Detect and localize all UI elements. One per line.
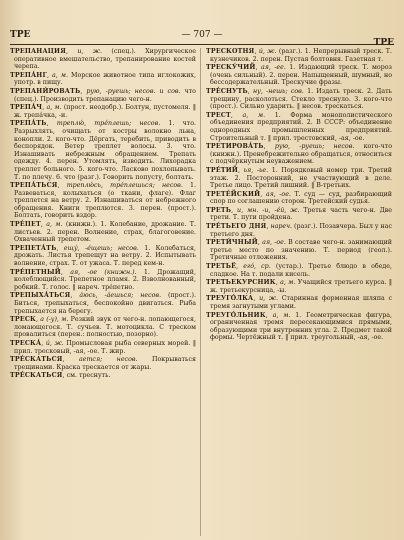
headword: ТРЕ́СКАТЬСЯ: [10, 372, 63, 380]
definition: (устар.). Третье блюдо в обеде, сладкое. На т. подали кисель.: [210, 263, 392, 278]
dictionary-entry: ТРЕСКОТНЯ́, и́, ж. (разг.). 1. Непрерывный треск. Т. кузнечиков. 2. перен. Пустая болтовня. Газетная т.: [206, 48, 392, 63]
left-column: [10, 48, 196, 536]
dictionary-entry: ТРЕСКУ́ЧИЙ, ая, -ее. 1. Издающий треск. Т. мороз (очень сильный). 2. перен. Напыщенный, шумный, но бессодержательный. Трескучие фразы.: [206, 64, 392, 87]
definition: Учащийся третьего курса. ‖ ж. третьекурсница, -ы.: [210, 279, 392, 294]
grammar-note: ещу́, -е́щешь; несов.: [63, 244, 139, 252]
grammar-note: ая, -ое.: [262, 239, 286, 247]
definition: Покрываться трещинами. Краска трескается от жары.: [14, 356, 196, 371]
header-guide-word-right: ТРЕ: [373, 38, 394, 48]
definition: кого-что (книжн.). Пренебрежительно обращаться, относиться с подчёркнутым неуважением.: [210, 143, 392, 166]
grammar-note: ая, -ое.: [265, 190, 291, 198]
headword: ТРЕТЬ: [206, 206, 232, 214]
definition: (разг.). Позавчера. Был у нас третьего дня.: [210, 223, 392, 238]
definition: (прост. неодобр.). Болтун, пустомеля. ‖ ж. трепа́чка, -и.: [14, 104, 196, 119]
headword: ТРЕ́ТЬЕГО ДНЯ: [206, 223, 267, 231]
headword: ТРЕПА́НГ: [10, 71, 47, 79]
dictionary-entry: ТРЕТЬЕКУРСНИК, а, м. Учащийся третьего курса. ‖ ж. третьекурсница, -ы.: [206, 279, 392, 294]
headword: ТРЕПАНА́ЦИЯ: [10, 48, 66, 55]
definition: 1. что. Разрыхлять, очищать от костры волокно льна, конопли. 2. кого-что. Дёргать, теребить, приводить в беспорядок. Ветер треплет волосы. 3. что. Изнашивать небрежным обращением. Трепать одежду. 4. перен. Утомлять, изводить. Лихорадка треплет больного. 5. кого-что. Ласково похлопывать. Т. по плечу. 6. что (разг.). Говорить попусту, болтать.: [14, 120, 196, 181]
grammar-note: а, м.: [280, 279, 296, 287]
headword: ТРЕ́ТИЙ: [206, 166, 239, 174]
headword: ТРЕПА́ТЬСЯ: [10, 182, 58, 190]
headword: ТРЕСКОТНЯ́: [206, 48, 255, 55]
page-number: — 707 —: [181, 30, 223, 40]
definition: (спец.). Хирургическое оперативное вмешательство, трепанирование костей черепа.: [14, 48, 196, 71]
headword: ТРЕПА́ТЬ: [10, 120, 47, 128]
column-divider: [200, 48, 201, 536]
grammar-note: ается; несов.: [78, 356, 138, 364]
definition: В составе чего-н. занимающий третье место по значению. Т. период (геол.). Третичные отложения.: [210, 239, 392, 262]
headword: ТРЕСКА́: [10, 339, 42, 347]
dictionary-entry: ТРЕ́ТЬЕГО ДНЯ, нареч. (разг.). Позавчера. Был у нас третьего дня.: [206, 223, 392, 238]
right-column: [206, 48, 392, 536]
grammar-note: и, ж.: [77, 48, 102, 55]
grammar-note: а́юсь, -а́ешься; несов.: [79, 292, 162, 300]
definition: 1. Издающий треск. Т. мороз (очень сильный). 2. перен. Напыщенный, шумный, но бессодержательный. Трескучие фразы.: [210, 64, 392, 87]
grammar-note: ья, -ье.: [243, 166, 269, 174]
definition: Т. суд — суд, разбирающий спор по соглашению сторон. Третейский судья.: [210, 190, 392, 206]
grammar-note: а, м.: [46, 104, 62, 112]
grammar-note: и́, ж.: [45, 339, 64, 347]
definition: 1. Издать треск. 2. Дать трещину, расколоться. Стекло треснуло. 3. кого-что (прост.). Сильно ударить. ‖ несов. трескаться.: [210, 87, 392, 111]
headword: ТРЕТИРОВА́ТЬ: [206, 143, 264, 151]
dictionary-entry: ТРЕТЕ́ЙСКИЙ, ая, -ое. Т. суд — суд, разбирающий спор по соглашению сторон. Третейский судья.: [206, 190, 392, 206]
headword: ТРЕСК: [10, 316, 36, 324]
dictionary-entry: ТРЕТЬ, и, мн. -и, -е́й, ж. Третья часть чего-н. Две трети. Т. пути пройдена.: [206, 206, 392, 222]
dictionary-entry: ТРЕТИРОВА́ТЬ, рую, -руешь; несов. кого-что (книжн.). Пренебрежительно обращаться, относиться с подчёркнутым неуважением.: [206, 143, 392, 166]
grammar-note: нареч.: [270, 223, 293, 231]
grammar-note: ну, -нешь; сов.: [253, 87, 304, 95]
dictionary-entry: ТРЕСКА́, и́, ж. Промысловая рыба северных морей. ‖ прил. тресковый, -ая, -ое. Т. жир.: [10, 339, 196, 355]
headword: ТРЕ́ПЕТ: [10, 221, 41, 229]
headword: ТРЕТЬЕКУРСНИК: [206, 279, 276, 287]
headword: ТРЕУГО́ЛЬНИК: [206, 311, 266, 319]
headword: ТРЕПА́Ч: [10, 104, 43, 112]
grammar-note: а, м.: [46, 221, 63, 229]
definition: Морское животное типа иглокожих, употр. в пищу.: [14, 71, 196, 87]
header-guide-word-left: ТРЕ: [10, 30, 31, 40]
dictionary-entry: ТРЕУГО́ЛКА, и, ж. Старинная форменная шляпа с тремя загнутыми углами.: [206, 295, 392, 310]
definition: Третья часть чего-н. Две трети. Т. пути пройдена.: [210, 206, 392, 222]
dictionary-entry: ТРЕ́СКАТЬСЯ, ается; несов. Покрываться трещинами. Краска трескается от жары.: [10, 356, 196, 371]
definition: (прост.). Биться, трепыхаться, беспокойно двигаться. Рыба трепыхается на берегу.: [14, 292, 196, 315]
definition: 1. Развеваться, колыхаться (о ткани, флаге). Флаг треплется на ветру. 2. Изнашиваться от небрежного обращения. Книги треплются. 3. перен. (прост.). Болтать, говорить вздор.: [14, 182, 196, 220]
definition: см. треснуть.: [66, 372, 111, 380]
headword: ТРЕТЬЁ: [206, 263, 237, 271]
grammar-note: и, мн. -и, -е́й, ж.: [237, 206, 300, 214]
dictionary-entry: ТРЕПЕТА́ТЬ, ещу́, -е́щешь; несов. 1. Колебаться, дрожать. Листья трепещут на ветру. 2. Испытывать волнение, страх. Т. от ужаса. Т. перед кем-н.: [10, 244, 196, 268]
definition: 1. Форма монополистического объединения предприятий. 2. В СССР: объединение однородных промышленных предприятий. Строительный т. ‖ прил. трестовский, -ая, -ое.: [210, 111, 392, 142]
dictionary-entry: ТРЕ́ПЕТ, а, м. (книжн.). 1. Колебание, дрожание. Т. листьев. 2. перен. Волнение, страх, благоговение. Охваченный трепетом.: [10, 221, 196, 244]
dictionary-entry: ТРЕПЫХА́ТЬСЯ, а́юсь, -а́ешься; несов. (прост.). Биться, трепыхаться, беспокойно двигаться. Рыба трепыхается на берегу.: [10, 292, 196, 315]
definition: (разг.). 1. Непрерывный треск. Т. кузнечиков. 2. перен. Пустая болтовня. Газетная т.: [210, 48, 392, 63]
grammar-note: и́, ж.: [258, 48, 277, 55]
dictionary-entry: ТРЕ́ПЕТНЫЙ, ая, -ое (книжн.). 1. Дрожащий, колеблющийся. Трепетное пламя. 2. Взволнованный, робкий. Т. голос. ‖ нареч. тре́петно.: [10, 268, 196, 291]
dictionary-entry: ТРЕПА́ТЬСЯ, треплю́сь, тре́плешься; несов. 1. Развеваться, колыхаться (о ткани, флаге). Флаг треплется на ветру. 2. Изнашиваться от небрежного обращения. Книги треплются. 3. перен. (прост.). Болтать, говорить вздор.: [10, 182, 196, 220]
headword: ТРЕТЕ́ЙСКИЙ: [206, 190, 261, 198]
definition: Старинная форменная шляпа с тремя загнутыми углами.: [210, 295, 392, 310]
dictionary-entry: ТРЕПА́Ч, а, м. (прост. неодобр.). Болтун, пустомеля. ‖ ж. трепа́чка, -и.: [10, 104, 196, 119]
dictionary-entry: ТРЕСК, а (-у), м. Резкий звук от чего-н. лопающегося, ломающегося. Т. сучьев. Т. мотоцикла. С треском провалиться (перен.: полностью, позорно).: [10, 316, 196, 339]
grammar-note: треплю́сь, тре́плешься; несов.: [66, 182, 183, 190]
grammar-note: а, м.: [52, 71, 68, 79]
dictionary-entry: ТРЕ́СНУТЬ, ну, -нешь; сов. 1. Издать треск. 2. Дать трещину, расколоться. Стекло треснуло. 3. кого-что (прост.). Сильно ударить. ‖ несов. трескаться.: [206, 87, 392, 111]
grammar-note: а, м.: [272, 311, 291, 319]
grammar-note: а, м.: [242, 111, 266, 119]
dictionary-entry: ТРЕПА́ТЬ, треплю́, тре́плешь; несов. 1. что. Разрыхлять, очищать от костры волокно льна, конопли. 2. кого-что. Дёргать, теребить, приводить в беспорядок. Ветер треплет волосы. 3. что. Изнашивать небрежным обращением. Трепать одежду. 4. перен. Утомлять, изводить. Лихорадка треплет больного. 5. кого-что. Ласково похлопывать. Т. по плечу. 6. что (разг.). Говорить попусту, болтать.: [10, 120, 196, 181]
grammar-note: ая, -ое (книжн.).: [70, 268, 137, 276]
definition: Промысловая рыба северных морей. ‖ прил. тресковый, -ая, -ое. Т. жир.: [14, 339, 196, 355]
grammar-note: рую, -руешь; несов. и сов.: [86, 87, 181, 95]
definition: что (спец.). Производить трепанацию чего-н.: [14, 87, 196, 103]
dictionary-entry: ТРЕ́СКАТЬСЯ, см. треснуть.: [10, 372, 111, 380]
grammar-note: а (-у), м.: [40, 316, 69, 324]
grammar-note: рую, -руешь; несов.: [274, 143, 355, 151]
dictionary-entry: ТРЕУГО́ЛЬНИК, а, м. 1. Геометрическая фигура, ограниченная тремя пересекающимися прямыми, образующими три внутренних угла. 2. Предмет такой формы. Чертёжный т. ‖ прил. треугольный, -ая, -ое.: [206, 311, 392, 342]
headword: ТРЕУГО́ЛКА: [206, 295, 254, 303]
dictionary-entry: ТРЕПАНИ́РОВАТЬ, рую, -руешь; несов. и сов. что (спец.). Производить трепанацию чего-н.: [10, 87, 196, 103]
headword: ТРЕСКУ́ЧИЙ: [206, 64, 256, 72]
headword: ТРЕТИ́ЧНЫЙ: [206, 239, 258, 247]
headword: ТРЕ́ПЕТНЫЙ: [10, 268, 61, 276]
headword: ТРЕСТ: [206, 111, 231, 119]
dictionary-entry: ТРЕПАНА́ЦИЯ, и, ж. (спец.). Хирургическое оперативное вмешательство, трепанирование костей черепа.: [10, 48, 196, 71]
grammar-note: и, ж.: [259, 295, 279, 303]
definition: (книжн.). 1. Колебание, дрожание. Т. листьев. 2. перен. Волнение, страх, благоговение. Охваченный трепетом.: [14, 221, 196, 244]
definition: 1. Колебаться, дрожать. Листья трепещут на ветру. 2. Испытывать волнение, страх. Т. от ужаса. Т. перед кем-н.: [14, 244, 196, 268]
definition: 1. Геометрическая фигура, ограниченная тремя пересекающимися прямыми, образующими три внутренних угла. 2. Предмет такой формы. Чертёжный т. ‖ прил. треугольный, -ая, -ое.: [210, 311, 392, 342]
headword: ТРЕПЫХА́ТЬСЯ: [10, 292, 71, 300]
headword: ТРЕ́СНУТЬ: [206, 87, 248, 95]
definition: 1. Дрожащий, колеблющийся. Трепетное пламя. 2. Взволнованный, робкий. Т. голос. ‖ нареч. тре́петно.: [14, 268, 196, 291]
dictionary-entry: ТРЕТИ́ЧНЫЙ, ая, -ое. В составе чего-н. занимающий третье место по значению. Т. период (геол.). Третичные отложения.: [206, 239, 392, 262]
definition: 1. Порядковый номер три. Третий этаж. 2. Посторонний, не участвующий в деле. Третье лицо. Третий лишний. ‖ В-третьих.: [210, 166, 392, 190]
dictionary-entry: ТРЕТЬЁ, его́, ср. (устар.). Третье блюдо в обеде, сладкое. На т. подали кисель.: [206, 263, 392, 278]
headword: ТРЕПАНИ́РОВАТЬ: [10, 87, 81, 95]
grammar-note: треплю́, тре́плешь; несов.: [56, 120, 161, 128]
page-header: [10, 30, 394, 48]
definition: Резкий звук от чего-н. лопающегося, ломающегося. Т. сучьев. Т. мотоцикла. С треском провалиться (перен.: полностью, позорно).: [14, 316, 196, 339]
dictionary-entry: ТРЕСТ, а, м. 1. Форма монополистического объединения предприятий. 2. В СССР: объединение однородных промышленных предприятий. Строительный т. ‖ прил. трестовский, -ая, -ое.: [206, 111, 392, 142]
watermark-logo: [326, 518, 392, 532]
dictionary-entry: ТРЕПА́НГ, а, м. Морское животное типа иглокожих, употр. в пищу.: [10, 71, 196, 87]
grammar-note: ая, -ее.: [260, 64, 286, 72]
headword: ТРЕПЕТА́ТЬ: [10, 244, 57, 252]
headword: ТРЕ́СКАТЬСЯ: [10, 356, 63, 364]
grammar-note: его́, ср.: [243, 263, 271, 271]
dictionary-entry: ТРЕ́ТИЙ, ья, -ье. 1. Порядковый номер три. Третий этаж. 2. Посторонний, не участвующий в деле. Третье лицо. Третий лишний. ‖ В-третьих.: [206, 166, 392, 190]
